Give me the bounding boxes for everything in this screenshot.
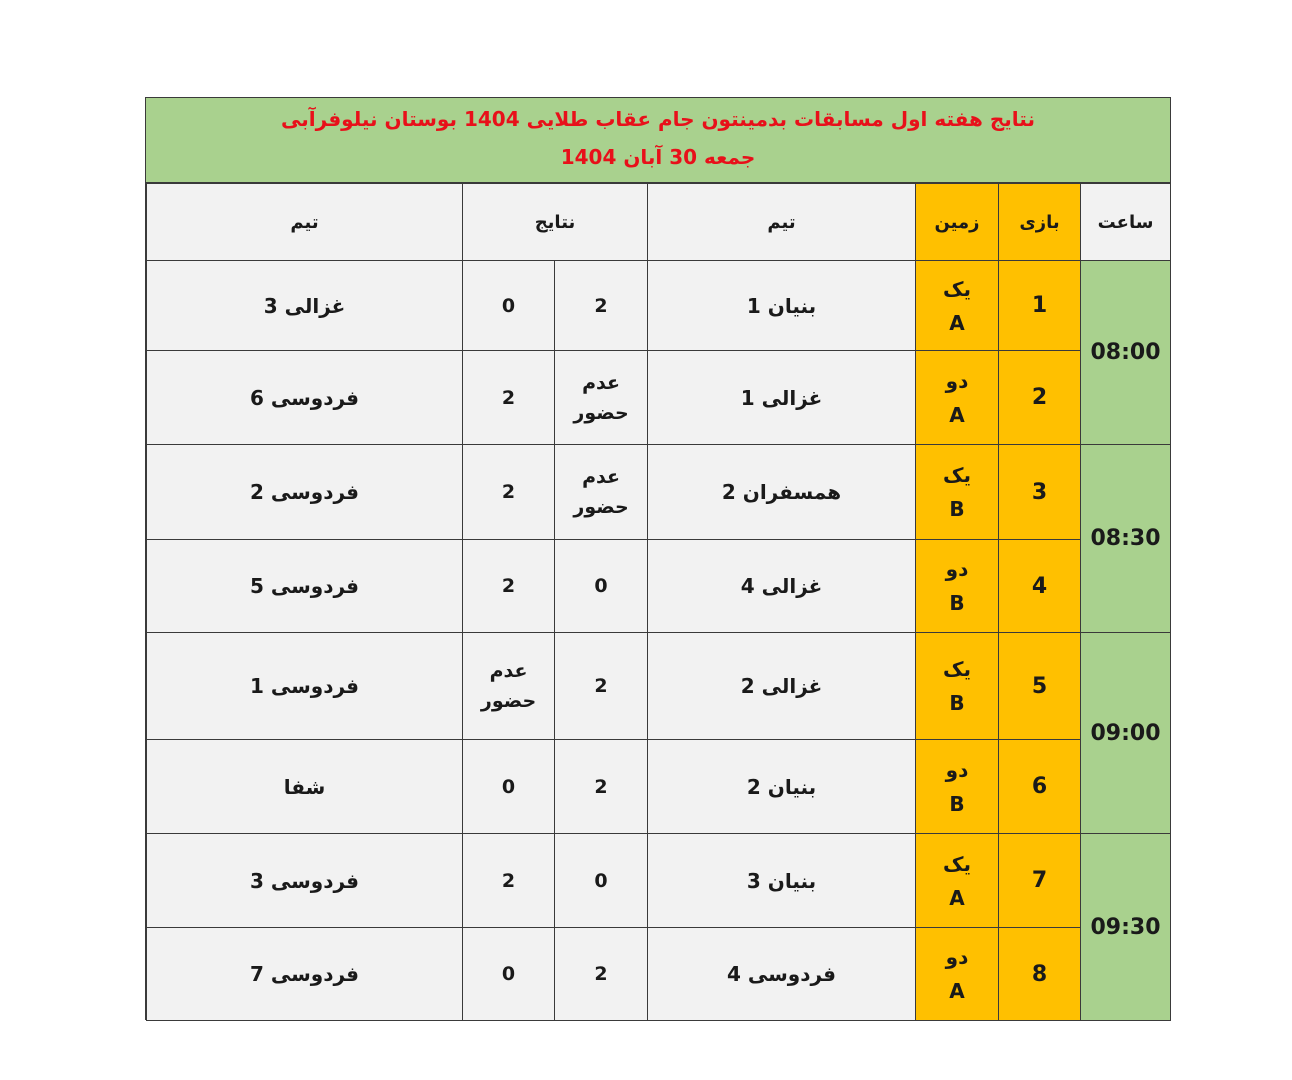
game-number: 3: [999, 445, 1081, 540]
team-away: فردوسی 5: [147, 540, 463, 633]
table-row: [147, 540, 1171, 633]
team-away: غزالی 3: [147, 261, 463, 351]
score-away: 0: [463, 928, 555, 1021]
team-home: غزالی 4: [648, 540, 916, 633]
score-away: 0: [463, 261, 555, 351]
table-row: [147, 740, 1171, 834]
team-home: بنیان 3: [648, 834, 916, 928]
court-group: B: [949, 791, 965, 816]
team-home: بنیان 2: [648, 740, 916, 834]
court-cell: [916, 740, 999, 834]
court-number: یک: [943, 276, 972, 301]
score-home: عدم حضور: [555, 445, 648, 540]
team-home: همسفران 2: [648, 445, 916, 540]
game-number: 8: [999, 928, 1081, 1021]
game-number: 2: [999, 351, 1081, 445]
court-number: یک: [943, 851, 972, 876]
court-group: A: [949, 310, 965, 335]
header-team-away: تیم: [147, 184, 463, 261]
court-cell: [916, 261, 999, 351]
score-home: 2: [555, 928, 648, 1021]
time-cell: 09:00: [1081, 633, 1171, 834]
game-number: 4: [999, 540, 1081, 633]
score-home: 0: [555, 834, 648, 928]
header-court: زمین: [916, 184, 999, 261]
score-home: 2: [555, 740, 648, 834]
score-away: عدم حضور: [463, 633, 555, 740]
team-away: فردوسی 2: [147, 445, 463, 540]
table-row: [147, 834, 1171, 928]
header-results: نتایج: [463, 184, 648, 261]
court-cell: [916, 928, 999, 1021]
court-group: B: [949, 497, 965, 521]
score-home: 0: [555, 540, 648, 633]
court-cell: [916, 445, 999, 540]
court-cell: [916, 834, 999, 928]
court-cell: [916, 540, 999, 633]
game-number: 7: [999, 834, 1081, 928]
team-home: فردوسی 4: [648, 928, 916, 1021]
team-away: فردوسی 1: [147, 633, 463, 740]
score-home: 2: [555, 633, 648, 740]
court-number: دو: [945, 557, 969, 581]
score-away: 0: [463, 740, 555, 834]
time-cell: 08:30: [1081, 445, 1171, 633]
table-row: [147, 351, 1171, 445]
header-game: بازی: [999, 184, 1081, 261]
court-number: دو: [945, 757, 969, 782]
score-home: عدم حضور: [555, 351, 648, 445]
title-band: [146, 98, 1170, 183]
page-title: نتایج هفته اول مسابقات بدمینتون جام عقاب طلایی 1404 بوستان نیلوفرآبی: [281, 107, 1035, 131]
court-number: دو: [945, 368, 969, 393]
table-row: [147, 261, 1171, 351]
score-away: 2: [463, 445, 555, 540]
team-away: شفا: [147, 740, 463, 834]
results-sheet: [145, 97, 1171, 1020]
header-team-home: تیم: [648, 184, 916, 261]
score-away: 2: [463, 540, 555, 633]
game-number: 5: [999, 633, 1081, 740]
page-subtitle-date: جمعه 30 آبان 1404: [560, 145, 756, 169]
court-cell: [916, 633, 999, 740]
team-home: بنیان 1: [648, 261, 916, 351]
court-number: یک: [943, 463, 972, 487]
game-number: 1: [999, 261, 1081, 351]
score-home: 2: [555, 261, 648, 351]
court-number: دو: [945, 945, 969, 969]
court-group: A: [949, 402, 965, 427]
time-cell: 08:00: [1081, 261, 1171, 445]
court-number: یک: [943, 657, 972, 681]
court-group: B: [949, 691, 965, 715]
time-cell: 09:30: [1081, 834, 1171, 1021]
table-row: [147, 445, 1171, 540]
team-away: فردوسی 3: [147, 834, 463, 928]
score-away: 2: [463, 834, 555, 928]
court-group: B: [949, 591, 965, 615]
team-home: غزالی 1: [648, 351, 916, 445]
team-home: غزالی 2: [648, 633, 916, 740]
team-away: فردوسی 6: [147, 351, 463, 445]
score-away: 2: [463, 351, 555, 445]
court-cell: [916, 351, 999, 445]
header-time: ساعت: [1081, 184, 1171, 261]
header-row: [147, 184, 1171, 261]
game-number: 6: [999, 740, 1081, 834]
table-row: [147, 928, 1171, 1021]
results-table: [146, 183, 1171, 1021]
court-group: A: [949, 885, 965, 910]
table-row: [147, 633, 1171, 740]
team-away: فردوسی 7: [147, 928, 463, 1021]
court-group: A: [949, 979, 965, 1003]
